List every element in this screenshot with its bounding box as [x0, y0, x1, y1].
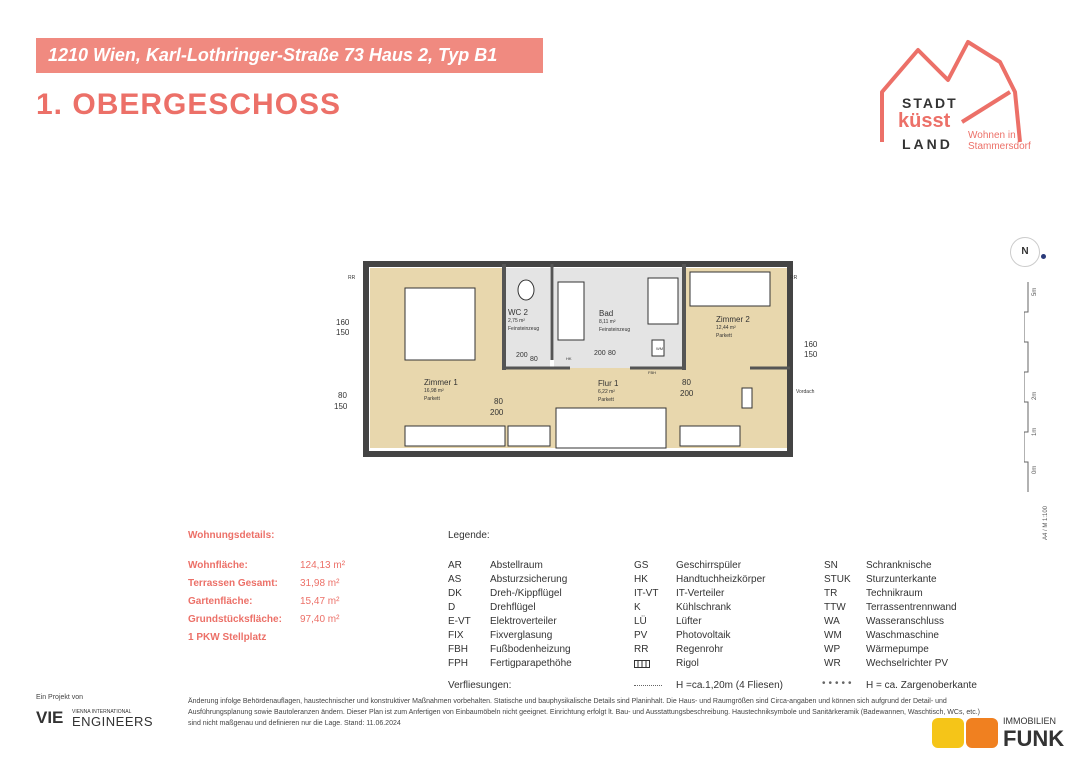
- legend-value: Kühlschrank: [676, 602, 732, 613]
- legend-value: Schranknische: [866, 560, 932, 571]
- legend-key: RR: [634, 644, 649, 655]
- legend-key: SN: [824, 560, 838, 571]
- legend-key: AS: [448, 574, 462, 585]
- tiling-value-b: H = ca. Zargenoberkante: [866, 680, 977, 691]
- legend-value: Handtuchheizkörper: [676, 574, 766, 585]
- logo-subtitle: [968, 130, 1058, 152]
- legend-key: LÜ: [634, 616, 647, 627]
- rr-label-right: RR: [790, 275, 798, 281]
- logo-text-kusst: küsst: [898, 110, 951, 132]
- legend-value: Fußbodenheizung: [490, 644, 571, 655]
- window-left-top-height: 150: [336, 328, 350, 337]
- legend-value: Drehflügel: [490, 602, 536, 613]
- detail-label-grundstueck: Grundstücksfläche:: [188, 614, 282, 625]
- floor-plan: [330, 260, 830, 460]
- detail-value-gartenflaeche: 15,47 m²: [300, 596, 340, 607]
- detail-label-terrassen: Terrassen Gesamt:: [188, 578, 278, 589]
- detail-value-wohnflaeche: 124,13 m²: [300, 560, 346, 571]
- wm-label: WM: [656, 346, 664, 351]
- legend-key: FBH: [448, 644, 468, 655]
- legend-value: Sturzunterkante: [866, 574, 937, 585]
- funk-logo-square-orange: [966, 718, 998, 748]
- legend-value: Fixverglasung: [490, 630, 553, 641]
- door-zimmer1-height: 200: [490, 408, 504, 417]
- room-label-bad: [599, 310, 630, 334]
- funk-logo-square-yellow: [932, 718, 964, 748]
- legend-key: AR: [448, 560, 462, 571]
- window-left-top-width: 160: [336, 318, 350, 327]
- legend-key: IT-VT: [634, 588, 659, 599]
- legend-key: DK: [448, 588, 462, 599]
- hk-label: HK: [566, 356, 572, 361]
- scale-mark-1m: 1m: [1032, 427, 1038, 436]
- address-banner: 1210 Wien, Karl-Lothringer-Straße 73 Haus 2, Typ B1: [36, 38, 543, 73]
- detail-parking: 1 PKW Stellplatz: [188, 632, 267, 643]
- vie-logo-small: VIENNA INTERNATIONAL: [72, 709, 132, 715]
- north-arrow: N: [1010, 237, 1040, 267]
- logo-text-stadt: STADT: [902, 95, 958, 111]
- legend-key: D: [448, 602, 456, 613]
- legend-value: Dreh-/Kippflügel: [490, 588, 562, 599]
- room-label-zimmer2: [716, 316, 750, 340]
- room-name: Bad: [599, 309, 614, 318]
- legend-key: WM: [824, 630, 842, 641]
- project-by-label: Ein Projekt von: [36, 694, 84, 701]
- room-label-flur1: [598, 380, 618, 404]
- legend-key: TTW: [824, 602, 846, 613]
- legend-key: WA: [824, 616, 840, 627]
- legend-value: Terrassentrennwand: [866, 602, 957, 613]
- legend-key: FIX: [448, 630, 464, 641]
- room-area: 12,44 m²: [716, 325, 736, 331]
- legend-key: TR: [824, 588, 838, 599]
- legend-value: Abstellraum: [490, 560, 543, 571]
- window-left-bot-width: 80: [338, 391, 347, 400]
- door-wc-height: 200: [516, 352, 528, 359]
- rigol-icon: [634, 660, 650, 668]
- room-floor: Feinsteinzeug: [599, 327, 631, 333]
- room-floor: Parkett: [598, 397, 614, 403]
- door-zimmer1-width: 80: [494, 397, 503, 406]
- tiling-dotted-line-icon: [634, 685, 662, 686]
- detail-label-wohnflaeche: Wohnfläche:: [188, 560, 248, 571]
- scale-bar: [1024, 282, 1054, 492]
- window-left-bot-height: 150: [334, 402, 348, 411]
- window-right-height: 150: [804, 350, 818, 359]
- legend-key: GS: [634, 560, 649, 571]
- rr-label-left: RR: [348, 275, 356, 281]
- door-zimmer2-height: 200: [680, 389, 694, 398]
- logo-sub-line1: Wohnen in: [968, 130, 1016, 141]
- legend-value: Wasseranschluss: [866, 616, 944, 627]
- legend-value: Lüfter: [676, 616, 702, 627]
- detail-value-grundstueck: 97,40 m²: [300, 614, 340, 625]
- legend-value: Elektroverteiler: [490, 616, 557, 627]
- scale-mark-0m: 0m: [1032, 465, 1038, 474]
- logo-sub-line2: Stammersdorf: [968, 141, 1031, 152]
- room-area: 8,11 m²: [599, 319, 616, 325]
- legend-key: E-VT: [448, 616, 471, 627]
- legend-value: Wechselrichter PV: [866, 658, 949, 669]
- vordach-label: Vordach: [796, 389, 815, 395]
- detail-value-terrassen: 31,98 m²: [300, 578, 340, 589]
- legend-key: K: [634, 602, 641, 613]
- door-zimmer2-width: 80: [682, 378, 691, 387]
- legend-value: Photovoltaik: [676, 630, 731, 641]
- tiling-value-a: H =ca.1,20m (4 Fliesen): [676, 680, 783, 691]
- legend-value: Fertigparapethöhe: [490, 658, 572, 669]
- fbh-label: FBH: [648, 370, 656, 375]
- legend-key: WP: [824, 644, 841, 655]
- scale-mark-5m: 5m: [1032, 287, 1038, 296]
- room-name: Zimmer 2: [716, 315, 750, 324]
- north-dot-icon: [1041, 254, 1046, 259]
- legend-key: PV: [634, 630, 648, 641]
- legend-key: WR: [824, 658, 841, 669]
- room-floor: Feinsteinzeug: [508, 326, 540, 332]
- detail-label-gartenflaeche: Gartenfläche:: [188, 596, 253, 607]
- legend-value: Wärmepumpe: [866, 644, 929, 655]
- vie-logo: VIE: [36, 708, 64, 727]
- scale-caption: A4 / M 1:100: [1043, 505, 1049, 540]
- floor-title: 1. OBERGESCHOSS: [36, 88, 342, 121]
- legend-value: Absturzsicherung: [490, 574, 568, 585]
- details-heading: Wohnungsdetails:: [188, 530, 275, 541]
- scale-mark-2m: 2m: [1032, 391, 1038, 400]
- window-right-width: 160: [804, 340, 818, 349]
- legend-value: Geschirrspüler: [676, 560, 742, 571]
- door-wc-width: 80: [530, 356, 538, 363]
- room-name: WC 2: [508, 308, 528, 317]
- funk-logo-name: FUNK: [1003, 726, 1065, 751]
- room-area: 6,22 m²: [598, 389, 615, 395]
- tiling-label: Verfliesungen:: [448, 680, 512, 691]
- room-floor: Parkett: [424, 396, 440, 402]
- door-bad-height: 200: [594, 350, 606, 357]
- funk-logo-immobilien: IMMOBILIEN: [1003, 716, 1057, 726]
- legend-key: FPH: [448, 658, 468, 669]
- room-floor: Parkett: [716, 333, 732, 339]
- door-bad-width: 80: [608, 350, 616, 357]
- logo-text-land: LAND: [902, 136, 953, 152]
- legend-heading: Legende:: [448, 530, 490, 541]
- legend-value: IT-Verteiler: [676, 588, 725, 599]
- room-label-wc2: [508, 309, 539, 333]
- vie-logo-engineers: ENGINEERS: [72, 714, 154, 729]
- legend-key: HK: [634, 574, 648, 585]
- legend-value: Technikraum: [866, 588, 923, 599]
- disclaimer-text: Änderung infolge Behördenauflagen, haustechnischer und konstruktiver Maßnahmen vorbehalten. Statische und bauphysikalische Details sind Planinhalt. Die Haus- und Raumgrößen sind Circa-angaben und können sich aufgrund der Detail- und Ausführungsplanung sowie Bautoleranzen ändern. Dieser Plan ist zum Anfertigen von Einbaumöbeln nicht geeignet. Einrichtung erfolgt lt. Bau- und Ausstattungsbeschreibung. Haustechniksymbole und Sanitärkeramik (Badewannen, Waschtisch, WCs, etc.) sind nicht maßgenau und definieren nur die Lage. Stand: 11.06.2024: [188, 698, 980, 727]
- room-area: 2,75 m²: [508, 318, 525, 324]
- legend-value: Regenrohr: [676, 644, 724, 655]
- legend-value: Rigol: [676, 658, 699, 669]
- room-name: Flur 1: [598, 379, 619, 388]
- legend-key: STUK: [824, 574, 851, 585]
- room-label-zimmer1: [424, 379, 458, 403]
- room-name: Zimmer 1: [424, 378, 458, 387]
- legend-value: Waschmaschine: [866, 630, 939, 641]
- room-area: 16,98 m²: [424, 388, 444, 394]
- tiling-dots-icon: •••••: [822, 678, 855, 689]
